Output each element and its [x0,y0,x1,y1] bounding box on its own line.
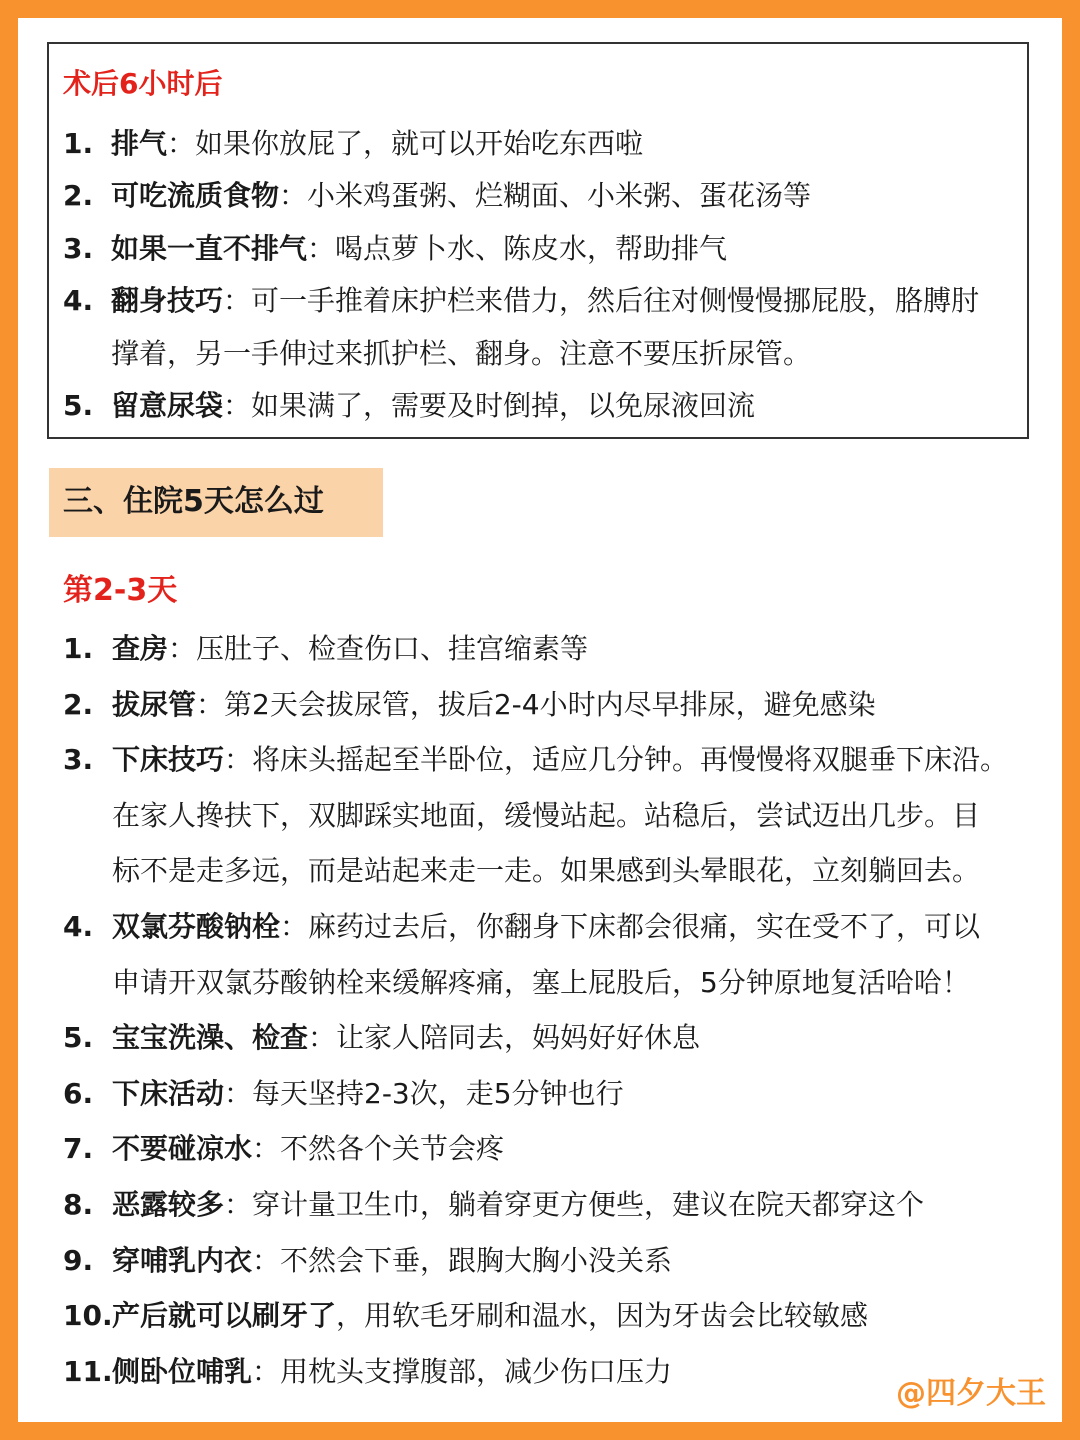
item-number: 6. [63,1076,94,1110]
item-text: ：如果你放屁了，就可以开始吃东西啦 [167,127,644,160]
section-heading: 三、住院5天怎么过 [63,484,324,519]
list-item [63,1121,1008,1177]
list-item [63,275,979,380]
item-key: 宝宝洗澡、检查 [112,1021,309,1055]
item-number: 3. [63,743,94,777]
item-number: 3. [63,231,94,265]
item-number: 7. [63,1132,94,1166]
item-text-continued: 标不是走多远，而是站起来走一走。如果感到头晕眼花，立刻躺回去。 [112,854,981,888]
item-text: ：麻药过去后，你翻身下床都会很痛，实在受不了，可以 [280,909,981,943]
item-key: 排气 [111,127,168,160]
item-text: ：用枕头支撑腹部，减少伤口压力 [252,1354,673,1388]
list-item [63,1233,1008,1289]
item-text: ，用软毛牙刷和温水，因为牙齿会比较敏感 [336,1299,869,1333]
item-number: 4. [63,909,94,943]
item-number: 8. [63,1187,94,1221]
list-item [63,223,979,275]
item-text: ：压肚子、检查伤口、挂宫缩素等 [168,632,589,665]
item-key: 下床技巧 [112,743,225,777]
list-item [63,899,1008,1010]
item-text: ：如果满了，需要及时倒掉，以免尿液回流 [223,389,756,423]
item-number: 10. [63,1299,113,1333]
list-item [63,1010,1008,1066]
item-key: 恶露较多 [112,1187,225,1221]
list-item [63,732,1008,899]
list-item [63,1344,1008,1400]
list-item [63,380,979,432]
list-item [63,118,979,170]
box-title: 术后6小时后 [63,67,223,100]
item-text: ：小米鸡蛋粥、烂糊面、小米粥、蛋花汤等 [279,179,812,213]
item-number: 5. [63,389,94,423]
item-number: 1. [63,632,94,665]
list-item [63,677,1008,733]
item-text: ：不然各个关节会疼 [252,1132,505,1166]
item-number: 11. [63,1354,113,1388]
list-item [63,1288,1008,1344]
item-key: 穿哺乳内衣 [112,1243,253,1277]
section-banner [49,468,383,537]
item-key: 拔尿管 [112,687,197,721]
item-text: ：每天坚持2-3次，走5分钟也行 [224,1076,624,1110]
post-op-list [63,118,979,432]
list-item [63,621,1008,677]
item-number: 2. [63,179,94,213]
item-text-continued: 在家人搀扶下，双脚踩实地面，缓慢站起。站稳后，尝试迈出几步。目 [112,798,981,832]
document-page [18,18,1062,1422]
post-op-6h-box [47,42,1029,439]
day-2-3-list [63,621,1008,1399]
item-key: 查房 [112,632,169,665]
item-number: 9. [63,1243,94,1277]
item-text-continued: 撑着，另一手伸过来抓护栏、翻身。注意不要压折尿管。 [111,336,812,370]
item-text: ：喝点萝卜水、陈皮水，帮助排气 [307,231,728,265]
item-text: ：不然会下垂，跟胸大胸小没关系 [252,1243,673,1277]
item-number: 4. [63,284,94,318]
list-item [63,170,979,222]
item-key: 留意尿袋 [111,389,224,423]
list-item [63,1177,1008,1233]
item-key: 翻身技巧 [111,284,224,318]
list-item [63,1066,1008,1122]
item-number: 1. [63,127,94,160]
item-number: 5. [63,1021,94,1055]
item-text: ：第2天会拔尿管，拔后2-4小时内尽早排尿，避免感染 [196,687,876,721]
item-text: ：穿计量卫生巾，躺着穿更方便些，建议在院天都穿这个 [224,1187,925,1221]
day-2-3-title: 第2-3天 [63,573,178,608]
item-text: ：可一手推着床护栏来借力，然后往对侧慢慢挪屁股，胳膊肘 [223,284,980,318]
item-key: 不要碰凉水 [112,1132,253,1166]
item-key: 侧卧位哺乳 [112,1354,253,1388]
author-watermark: @四夕大王 [896,1376,1046,1411]
item-key: 可吃流质食物 [111,179,280,213]
item-number: 2. [63,687,94,721]
item-text: ：让家人陪同去，妈妈好好休息 [308,1021,701,1055]
item-key: 双氯芬酸钠栓 [112,909,281,943]
item-key: 如果一直不排气 [111,231,308,265]
item-key: 下床活动 [112,1076,225,1110]
item-text-continued: 申请开双氯芬酸钠栓来缓解疼痛，塞上屁股后，5分钟原地复活哈哈！ [112,965,970,999]
item-key: 产后就可以刷牙了 [112,1299,337,1333]
item-text: ：将床头摇起至半卧位，适应几分钟。再慢慢将双腿垂下床沿。 [224,743,1009,777]
